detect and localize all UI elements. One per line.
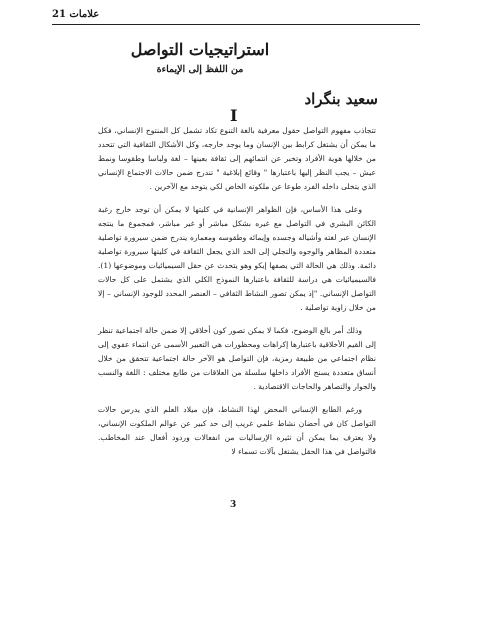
journal-running-title: علامات 21 — [52, 9, 100, 20]
paragraph-3: وذلك أمر بالغ الوضوح، فكما لا يمكن تصور كون أخلاقي إلا ضمن حالة اجتماعية تنظر إلى القيم الأخلاقية باعتبارها إكراهات ومحظورات هي التعبير الأسمى عن انتماء عفوي إلى نظام اجتماعي من طبيعة رمزية، فإن التواصل هو الآخر حالة اجتماعية تتحقق من خلال أنساق متعددة يسنج الأفراد داخلها سلسلة من العلاقات من طابع مختلف : اللغة والنسب والجوار والتصاهر والحاجات الاقتصادية . — [98, 326, 376, 391]
article-subtitle: من اللفظ إلى الإيماءة — [156, 64, 244, 75]
paragraph-4: ورغم الطابع الإنساني المحض لهذا النشاط، فإن ميلاد العلم الذي يدرس حالات التواصل كان في أحضان نشاط علمي غريب إلى حد كبير عن عوالم الملكوت الإنساني، ولا يعترف بما يمكن أن تثيره الإرساليات من انفعالات وردود أفعال عند المخاطب. فالتواصل في هذا الحقل يشتغل بآلات تسماء لا — [98, 405, 376, 456]
running-head — [52, 8, 420, 25]
paragraph-1: تتجاذب مفهوم التواصل حقول معرفية بالغة التنوع تكاد تشمل كل المنتوج الإنساني، فكل ما يمكن أن يشتغل كرابط بين الإنسان وما يوجد خارجه، وكل الأشكال الثقافية التي تتحدد من خلالها هوية الأفراد وتخبر عن انتمائهم إلى ثقافة بعينها – لغة ولباسا وطقوسا ونمط عيش – يجب النظر إليها باعتبارها " وقائع إبلاغية " تندرج ضمن حالات الاجتماع الإنساني الذي يتخلى داخله الفرد طوعا عن ملكوته الخاص لكي يتوحد مع الآخرين . — [98, 126, 376, 191]
paragraph-2: وعلى هذا الأساس، فإن الظواهر الإنسانية في كليتها لا يمكن أن توجد خارج رغبة الكائن البشري في التواصل مع غيره بشكل مباشر أو غير مباشر، فمجموع ما ينتجه الإنسان عبر لغته وأشياله وجسده وإيمائه وطقوسه ومعماره يندرج ضمن سيرورة تواصلية متعددة المظاهر والوجوه والتجلي إلى الحد الذي يجعل الثقافة في كليتها سيرورة تواصلية دائمة. وذلك هي الحالة التي يصفها إيكو وهو يتحدث عن حقل السيميائيات وموضوعها (1). فالسيميائيات هي دراسة للثقافة باعتبارها النموذج الكلي الذي يشتمل على كل حالات التواصل الإنساني. "إذ يمكن تصور النشاط الثقافي – العنصر المحدد للوجود الإنساني – إلا من خلال زاوية تواصلية . — [98, 205, 376, 312]
page-number: 3 — [230, 500, 237, 510]
section-number: I — [230, 106, 238, 125]
author-name: سعيد بنگراد — [304, 90, 378, 108]
article-body — [98, 124, 376, 468]
title-block — [100, 40, 300, 76]
article-title: استراتيجيات التواصل — [130, 40, 270, 59]
